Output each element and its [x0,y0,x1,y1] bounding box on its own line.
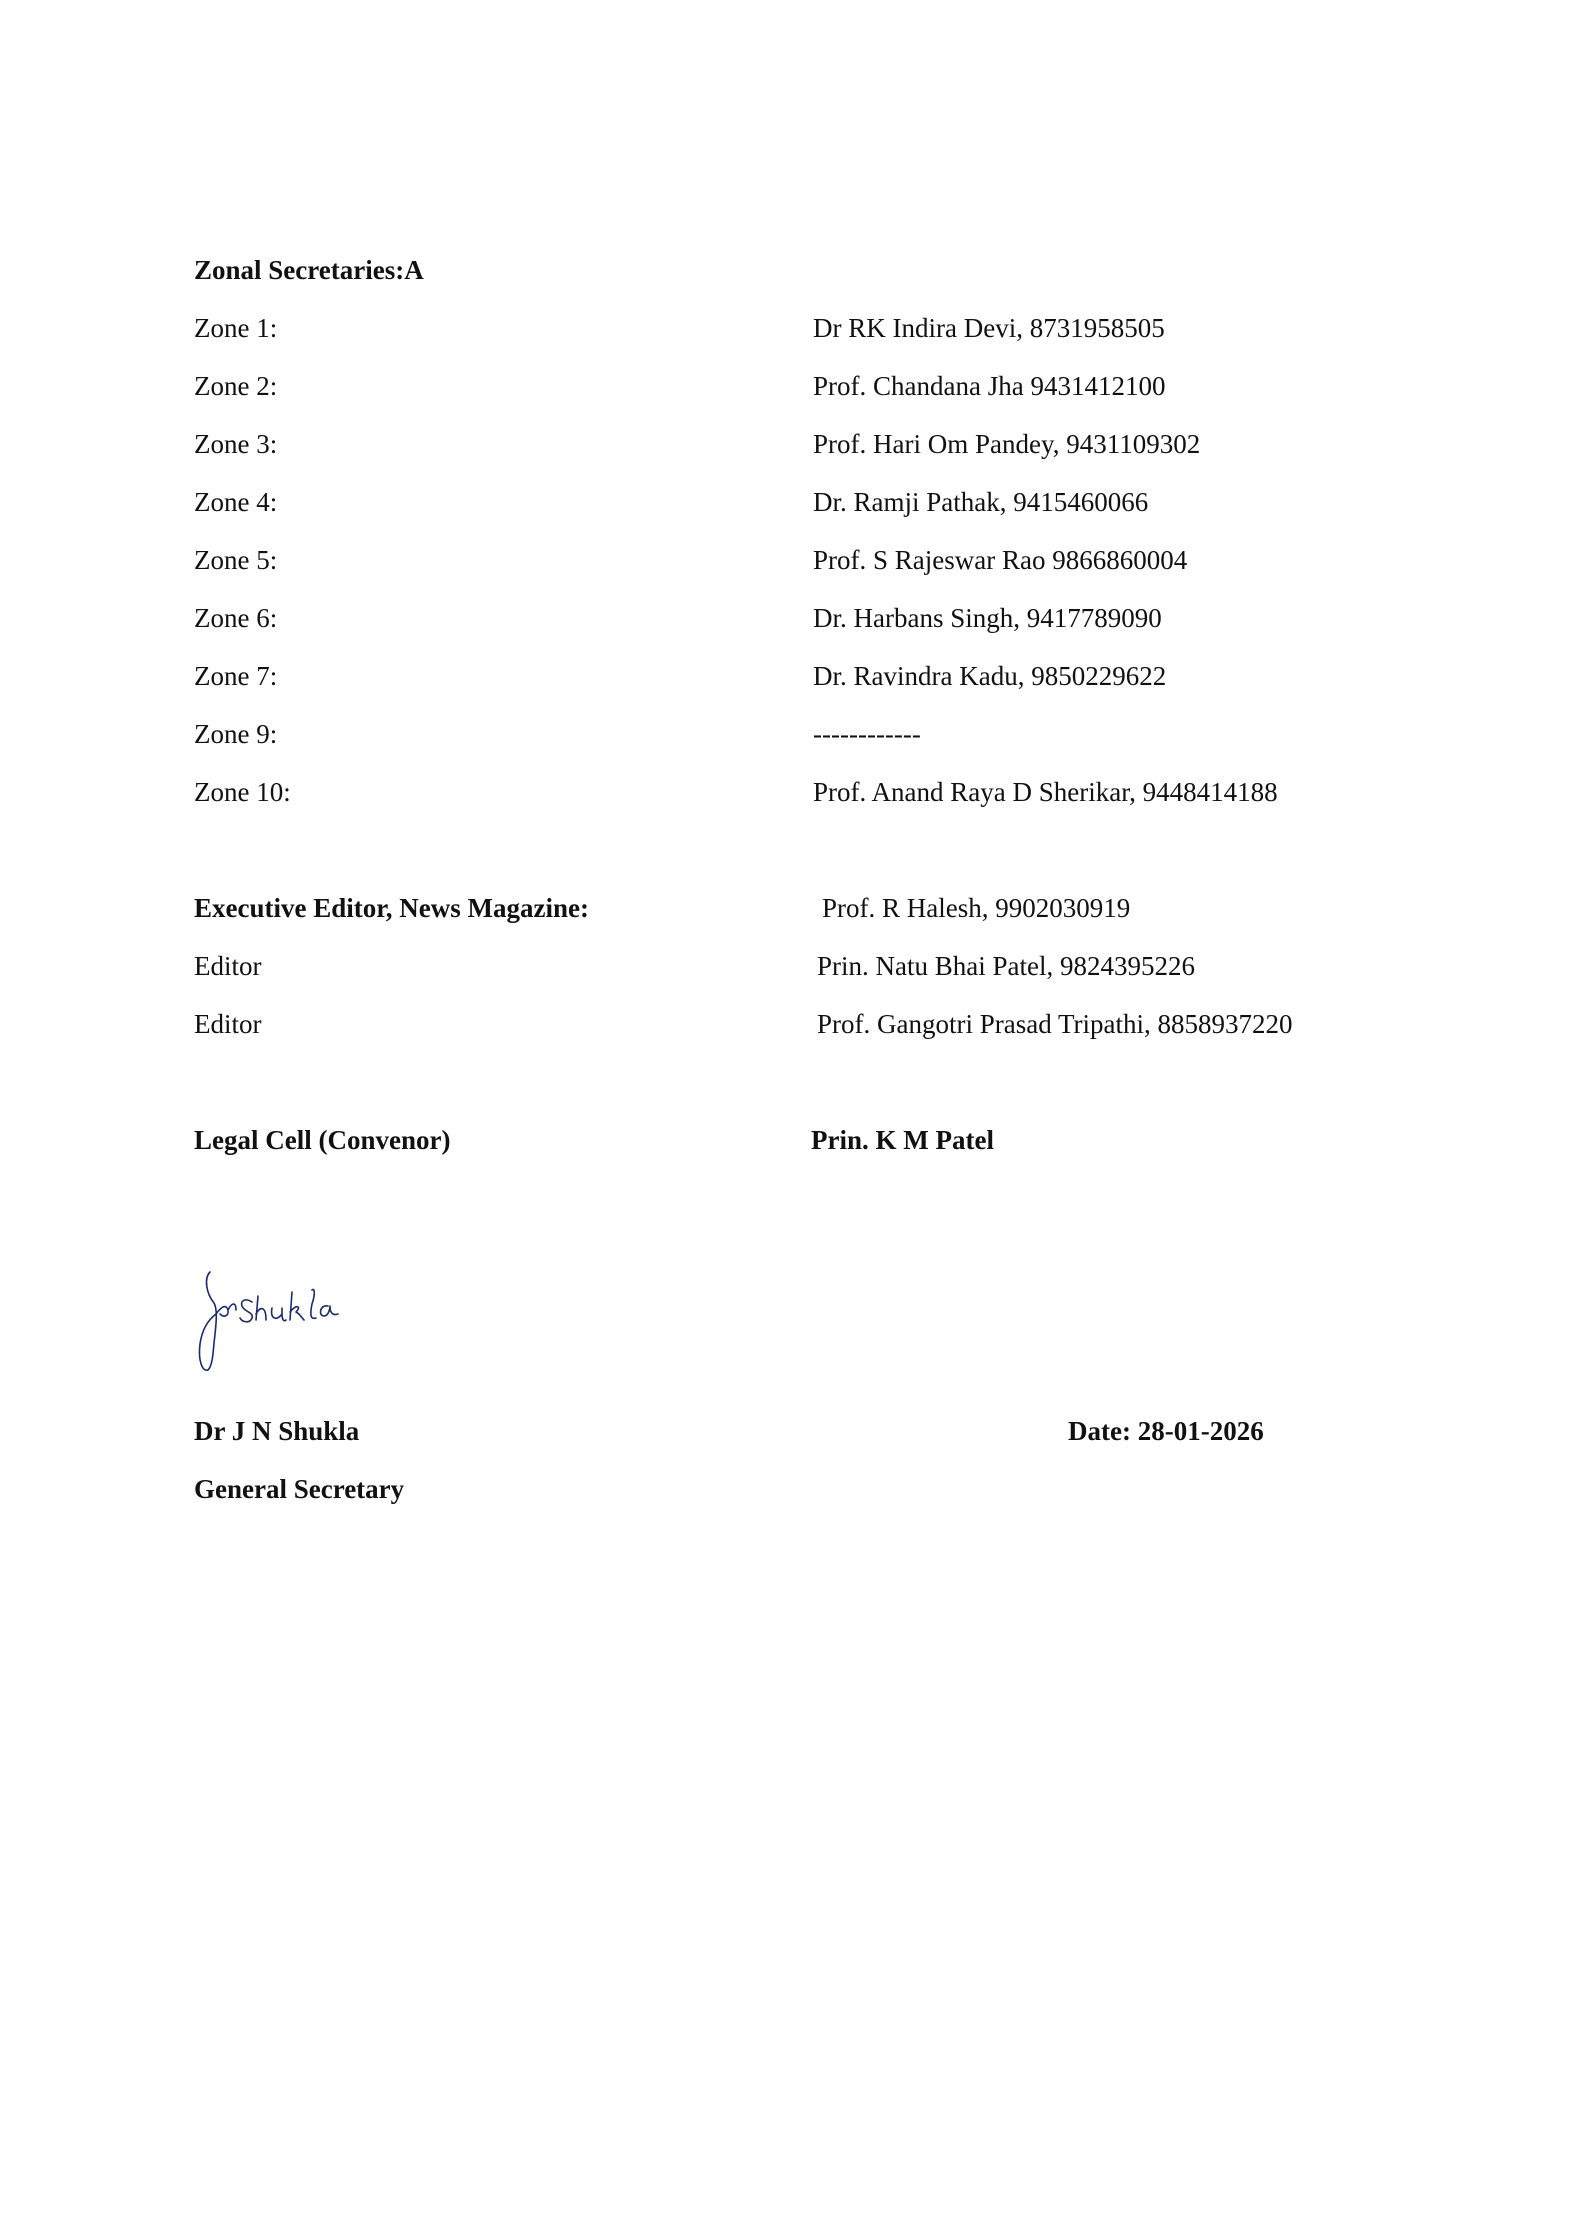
zone-label: Zone 7: [194,661,278,691]
zone-secretary: Dr. Ravindra Kadu, 9850229622 [813,661,1167,691]
signature-icon [196,1268,396,1378]
zone-label: Zone 4: [194,487,278,517]
legal-cell-label: Legal Cell (Convenor) [194,1125,451,1155]
zone-secretary: Dr. Harbans Singh, 9417789090 [813,603,1162,633]
executive-editor-label: Executive Editor, News Magazine: [194,893,589,923]
zone-secretary: Prof. Hari Om Pandey, 9431109302 [813,429,1201,459]
zone-label: Zone 1: [194,313,278,343]
zone-secretary: Prof. Chandana Jha 9431412100 [813,371,1166,401]
zone-label: Zone 2: [194,371,278,401]
zone-secretary: Prof. S Rajeswar Rao 9866860004 [813,545,1188,575]
zone-label: Zone 10: [194,777,291,807]
editor-name: Prof. Gangotri Prasad Tripathi, 8858937220 [817,1009,1293,1039]
editor-label: Editor [194,951,262,981]
signatory-name: Dr J N Shukla [194,1416,360,1446]
signatory-title: General Secretary [194,1474,405,1504]
legal-cell-convenor: Prin. K M Patel [811,1125,994,1155]
zone-label: Zone 3: [194,429,278,459]
zone-secretary: Dr. Ramji Pathak, 9415460066 [813,487,1149,517]
zone-secretary: Prof. Anand Raya D Sherikar, 9448414188 [813,777,1278,807]
zone-label: Zone 5: [194,545,278,575]
editor-name: Prin. Natu Bhai Patel, 9824395226 [817,951,1195,981]
zone-label: Zone 6: [194,603,278,633]
editor-label: Editor [194,1009,262,1039]
document-date: Date: 28-01-2026 [1068,1416,1264,1446]
zone-label: Zone 9: [194,719,278,749]
zonal-secretaries-heading: Zonal Secretaries:A [194,255,424,285]
zone-secretary: Dr RK Indira Devi, 8731958505 [813,313,1165,343]
executive-editor-name: Prof. R Halesh, 9902030919 [822,893,1131,923]
zone-secretary: ------------ [813,719,921,749]
